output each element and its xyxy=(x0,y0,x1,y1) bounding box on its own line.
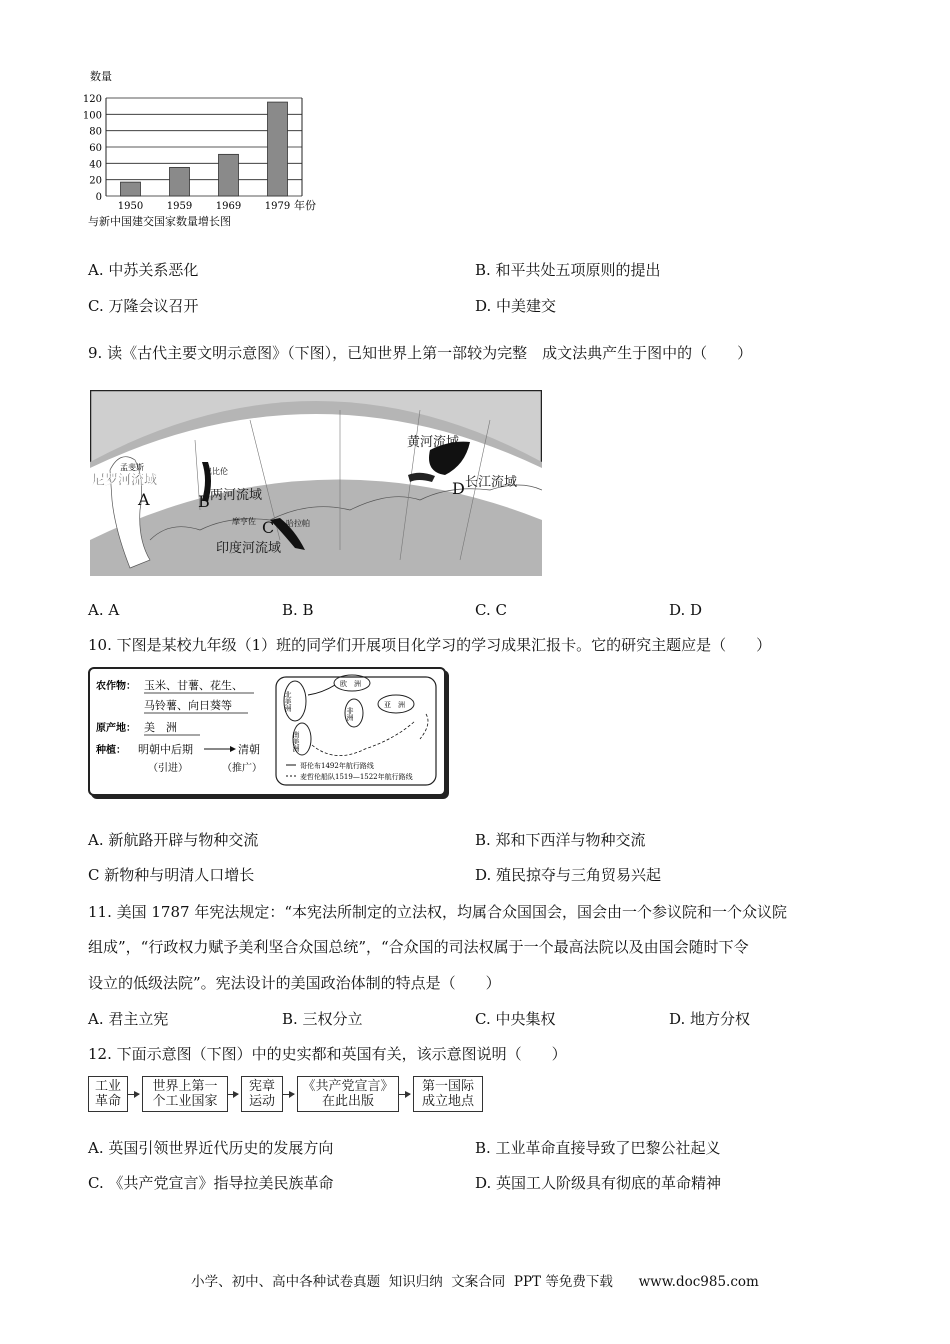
card-plant-from: 明朝中后期 xyxy=(138,743,193,756)
card-crops-line2: 马铃薯、向日葵等 xyxy=(144,699,232,712)
flow-arrow xyxy=(227,1094,238,1095)
q12-stem: 12. 下面示意图（下图）中的史实都和英国有关，该示意图说明（ ） xyxy=(88,1045,567,1063)
q11-option-c[interactable]: C. 中央集权 xyxy=(475,1010,556,1028)
q9-option-b[interactable]: B. B xyxy=(282,601,314,619)
map-label-harappa: 哈拉帕 xyxy=(286,519,310,528)
x-tick-label: 1950 xyxy=(117,201,144,212)
x-tick-label: 1969 xyxy=(215,201,242,212)
q8-option-c[interactable]: C. 万隆会议召开 xyxy=(88,297,199,315)
y-tick-label: 120 xyxy=(82,94,102,105)
ancient-civilizations-map xyxy=(90,390,542,576)
q10-option-b[interactable]: B. 郑和下西洋与物种交流 xyxy=(475,831,646,849)
flow-step-first-international: 第一国际 成立地点 xyxy=(413,1076,483,1112)
q10-stem: 10. 下图是某校九年级（1）班的同学们开展项目化学习的学习成果汇报卡。它的研究主题应是（ ） xyxy=(88,636,772,654)
map-label-d: D xyxy=(452,479,465,498)
flow-arrow xyxy=(398,1094,410,1095)
q11-option-a[interactable]: A. 君主立宪 xyxy=(88,1010,169,1028)
report-card xyxy=(88,667,446,796)
card-plant-to: 清朝 xyxy=(238,743,260,756)
q11-line1: 11. 美国 1787 年宪法规定：“本宪法所制定的立法权，均属合众国国会，国会由一个参议院和一个众议院 xyxy=(88,903,788,921)
bar-chart xyxy=(82,66,342,236)
map-label-c: C xyxy=(262,518,275,537)
q8-option-d[interactable]: D. 中美建交 xyxy=(475,297,557,315)
card-origin-value: 美 洲 xyxy=(144,721,177,734)
q9-stem: 9. 读《古代主要文明示意图》（下图），已知世界上第一部较为完整 成文法典产生于图中的（ ） xyxy=(88,344,753,362)
card-legend1: 哥伦布1492年航行路线 xyxy=(300,762,374,770)
card-crops-label: 农作物： xyxy=(96,681,136,692)
chart-caption: 与新中国建交国家数量增长图 xyxy=(88,215,231,228)
bar-1950 xyxy=(121,182,141,196)
bar-1959 xyxy=(170,167,190,196)
q9-option-c[interactable]: C. C xyxy=(475,601,507,619)
q9-option-d[interactable]: D. D xyxy=(669,601,703,619)
card-intro: （引进） xyxy=(148,763,188,774)
map-label-nile: 尼罗河流域 xyxy=(92,473,158,488)
y-tick-label: 40 xyxy=(89,159,102,171)
card-na: 北美洲 xyxy=(284,691,292,712)
map-label-b: B xyxy=(198,492,210,511)
map-label-babylon: 巴比伦 xyxy=(204,467,228,476)
map-label-two-rivers: 两河流域 xyxy=(210,488,263,503)
q12-option-b[interactable]: B. 工业革命直接导致了巴黎公社起义 xyxy=(475,1139,721,1157)
x-tick-label: 1959 xyxy=(166,201,193,212)
map-label-a: A xyxy=(138,490,150,509)
chart-ylabel: 数量 xyxy=(90,70,112,83)
chart-xlabel: 年份 xyxy=(294,199,316,212)
q10-option-d[interactable]: D. 殖民掠夺与三角贸易兴起 xyxy=(475,866,662,884)
map-label-mohenjo: 摩亨佐 xyxy=(232,517,256,526)
q12-option-c[interactable]: C. 《共产党宣言》指导拉美民族革命 xyxy=(88,1174,334,1192)
flow-step-communist-manifesto: 《共产党宣言》 在此出版 xyxy=(297,1076,399,1112)
q10-option-c[interactable]: C 新物种与明清人口增长 xyxy=(88,866,255,884)
card-promote: （推广） xyxy=(222,763,262,774)
card-legend2: 麦哲伦船队1519—1522年航行路线 xyxy=(300,773,413,781)
x-tick-label: 1979 xyxy=(264,201,291,212)
flow-step-first-industrial-nation: 世界上第一 个工业国家 xyxy=(142,1076,228,1112)
q9-option-a[interactable]: A. A xyxy=(88,601,120,619)
y-tick-label: 60 xyxy=(89,143,102,154)
q12-option-a[interactable]: A. 英国引领世界近代历史的发展方向 xyxy=(88,1139,334,1157)
q11-line3: 设立的低级法院”。宪法设计的美国政治体制的特点是（ ） xyxy=(88,974,501,992)
card-as: 亚 洲 xyxy=(384,701,405,709)
flow-step-industrial-revolution: 工业 革命 xyxy=(88,1076,128,1112)
map-label-memphis: 孟斐斯 xyxy=(120,463,144,472)
q11-option-d[interactable]: D. 地方分权 xyxy=(669,1010,751,1028)
y-tick-label: 80 xyxy=(89,126,102,138)
q11-option-b[interactable]: B. 三权分立 xyxy=(282,1010,363,1028)
y-tick-label: 0 xyxy=(95,192,102,203)
q11-line2: 组成”，“行政权力赋予美利坚合众国总统”，“合众国的司法权属于一个最高法院以及由国会随时下令 xyxy=(88,938,749,956)
map-label-indus: 印度河流域 xyxy=(216,541,282,556)
flow-arrow xyxy=(127,1094,139,1095)
q8-option-b[interactable]: B. 和平共处五项原则的提出 xyxy=(475,261,661,279)
q8-option-a[interactable]: A. 中苏关系恶化 xyxy=(88,261,199,279)
card-crops-line1: 玉米、甘薯、花生、 xyxy=(144,679,243,692)
bar-1979 xyxy=(268,102,288,196)
q10-option-a[interactable]: A. 新航路开辟与物种交流 xyxy=(88,831,259,849)
flow-arrow xyxy=(282,1094,294,1095)
y-tick-label: 20 xyxy=(89,175,102,187)
bar-1969 xyxy=(219,154,239,196)
y-tick-label: 100 xyxy=(82,110,102,122)
map-label-yangtze: 长江流域 xyxy=(465,475,518,490)
card-eu: 欧 洲 xyxy=(340,680,361,688)
card-sa: 南美洲 xyxy=(292,731,300,752)
card-plant-label: 种植： xyxy=(96,745,126,756)
card-af: 非洲 xyxy=(346,707,354,721)
map-label-yellow: 黄河流域 xyxy=(407,435,460,450)
q12-option-d[interactable]: D. 英国工人阶级具有彻底的革命精神 xyxy=(475,1174,722,1192)
card-origin-label: 原产地： xyxy=(96,723,136,734)
page-footer: 小学、初中、高中各种试卷真题 知识归纳 文案合同 PPT 等免费下载 www.doc985.com xyxy=(191,1274,759,1290)
flow-step-chartist-movement: 宪章 运动 xyxy=(241,1076,283,1112)
